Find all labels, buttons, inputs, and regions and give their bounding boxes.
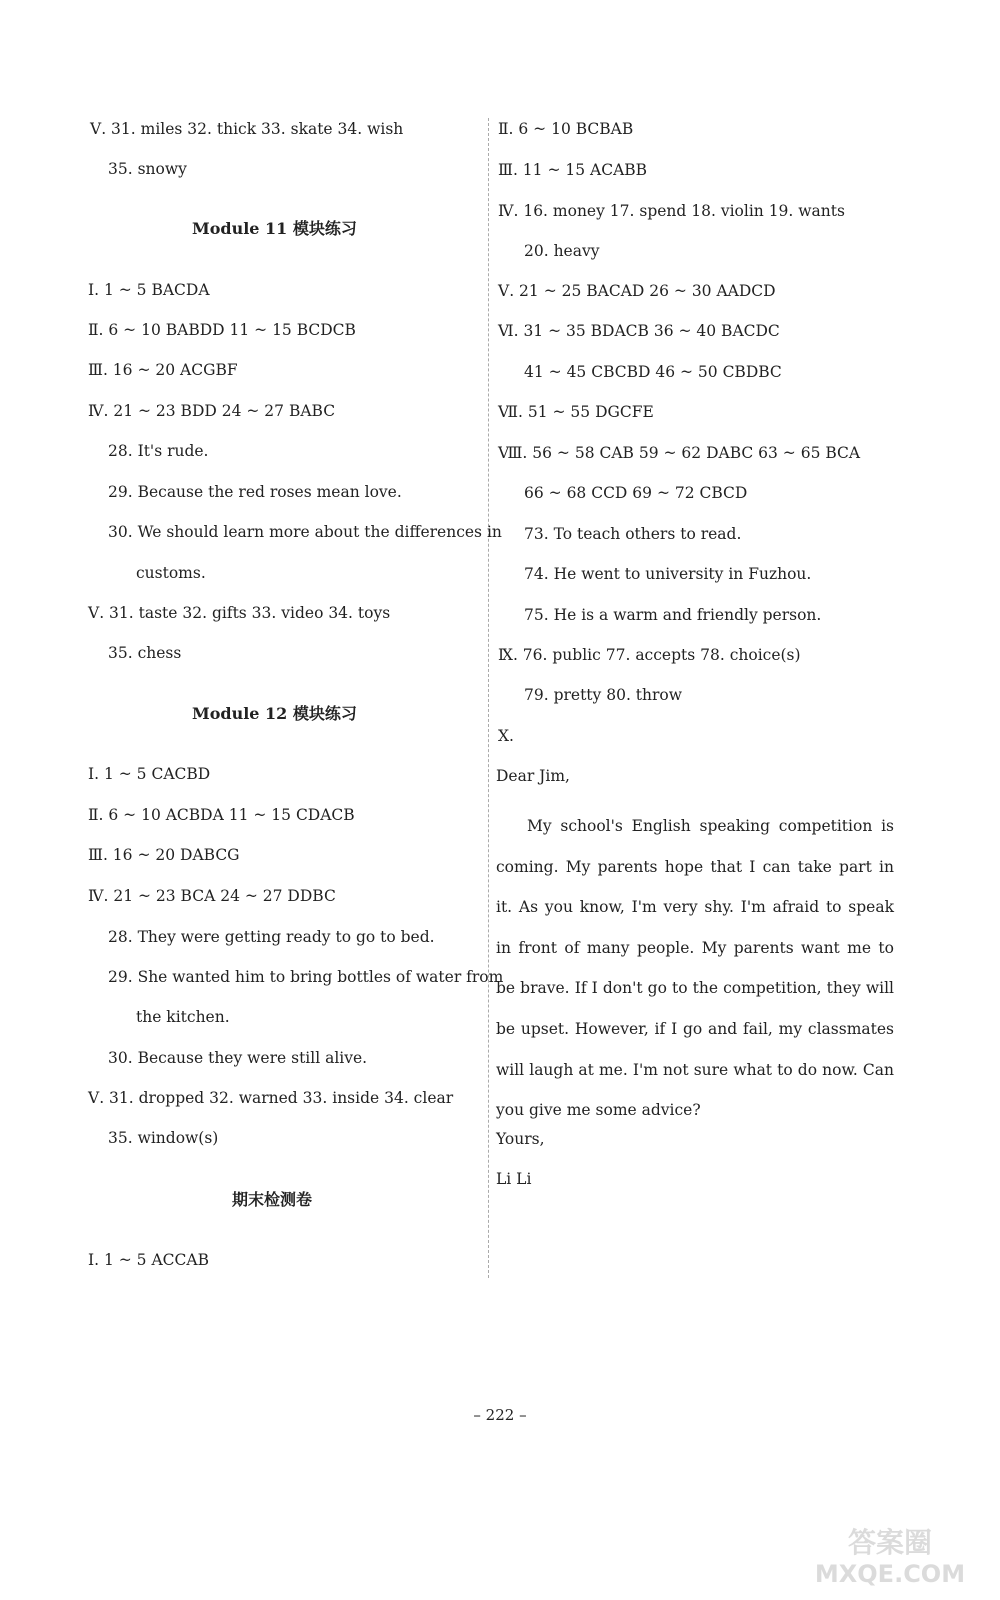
answer-line: 35. snowy	[108, 160, 187, 178]
answer-line: Ⅱ. 6 ~ 10 ACBDA 11 ~ 15 CDACB	[88, 806, 355, 824]
answer-line: Ⅴ. 31. miles 32. thick 33. skate 34. wish	[90, 120, 404, 138]
answer-line: Ⅶ. 51 ~ 55 DGCFE	[498, 403, 654, 421]
answer-line: Ⅴ. 21 ~ 25 BACAD 26 ~ 30 AADCD	[498, 282, 776, 300]
answer-line: 79. pretty 80. throw	[524, 686, 683, 704]
answer-line: Ⅴ. 31. taste 32. gifts 33. video 34. toys	[88, 604, 391, 622]
answer-line: 30. Because they were still alive.	[108, 1049, 368, 1067]
section-heading: Module 11 模块练习	[192, 219, 357, 238]
answer-line: Ⅳ. 21 ~ 23 BCA 24 ~ 27 DDBC	[88, 887, 336, 905]
answer-line: Ⅲ. 16 ~ 20 ACGBF	[88, 361, 238, 379]
answer-line: Ⅰ. 1 ~ 5 ACCAB	[88, 1251, 209, 1269]
answer-line: 73. To teach others to read.	[524, 525, 742, 543]
answer-line: 28. It's rude.	[108, 442, 209, 460]
letter-body: My school's English speaking competition is coming. My parents hope that I can take part in it. As you know, I'm very shy. I'm afraid to speak in front of many people. My parents want me to be brave. If I don't go to the competition, they will be upset. However, if I go and fail, my classmates will laugh at me. I'm not sure what to do now. Can you give me some advice?	[496, 817, 894, 1120]
answer-line: Ⅱ. 6 ~ 10 BCBAB	[498, 120, 634, 138]
answer-line: customs.	[136, 564, 206, 582]
answer-line: Ⅰ. 1 ~ 5 CACBD	[88, 765, 211, 783]
column-divider	[488, 118, 489, 1278]
answer-line: 29. She wanted him to bring bottles of water from	[108, 968, 504, 986]
answer-line: Ⅰ. 1 ~ 5 BACDA	[88, 281, 210, 299]
answer-line: 75. He is a warm and friendly person.	[524, 606, 822, 624]
answer-line: Li Li	[496, 1170, 532, 1188]
page-number: – 222 –	[473, 1406, 527, 1424]
svg-text:MXQE.COM: MXQE.COM	[814, 1560, 966, 1588]
answer-line: the kitchen.	[136, 1008, 230, 1026]
answer-line: Ⅴ. 31. dropped 32. warned 33. inside 34. clear	[88, 1089, 454, 1107]
answer-line: 41 ~ 45 CBCBD 46 ~ 50 CBDBC	[524, 363, 782, 381]
svg-text:答案圈: 答案圈	[847, 1526, 933, 1559]
answer-line: Ⅷ. 56 ~ 58 CAB 59 ~ 62 DABC 63 ~ 65 BCA	[498, 444, 861, 462]
answer-line: Ⅵ. 31 ~ 35 BDACB 36 ~ 40 BACDC	[498, 322, 780, 340]
answer-line: Dear Jim,	[496, 767, 570, 785]
answer-line: Yours,	[496, 1130, 545, 1148]
answer-line: 29. Because the red roses mean love.	[108, 483, 402, 501]
section-heading: Module 12 模块练习	[192, 704, 357, 723]
answer-line: Ⅲ. 11 ~ 15 ACABB	[498, 161, 648, 179]
answer-line: Ⅸ. 76. public 77. accepts 78. choice(s)	[498, 646, 801, 664]
answer-line: Ⅳ. 21 ~ 23 BDD 24 ~ 27 BABC	[88, 402, 336, 420]
answer-line: Ⅲ. 16 ~ 20 DABCG	[88, 846, 240, 864]
answer-line: 66 ~ 68 CCD 69 ~ 72 CBCD	[524, 484, 748, 502]
answer-line: 30. We should learn more about the differences in	[108, 523, 502, 541]
answer-line: 20. heavy	[524, 242, 600, 260]
answer-line: 74. He went to university in Fuzhou.	[524, 565, 812, 583]
answer-line: Ⅳ. 16. money 17. spend 18. violin 19. wants	[498, 202, 845, 220]
answer-line: 35. window(s)	[108, 1129, 219, 1147]
answer-line: 28. They were getting ready to go to bed.	[108, 928, 435, 946]
answer-line: Ⅹ.	[498, 727, 514, 745]
section-heading: 期末检测卷	[232, 1190, 313, 1209]
watermark-logo	[800, 1520, 980, 1590]
answer-line: Ⅱ. 6 ~ 10 BABDD 11 ~ 15 BCDCB	[88, 321, 356, 339]
answer-line: 35. chess	[108, 644, 182, 662]
